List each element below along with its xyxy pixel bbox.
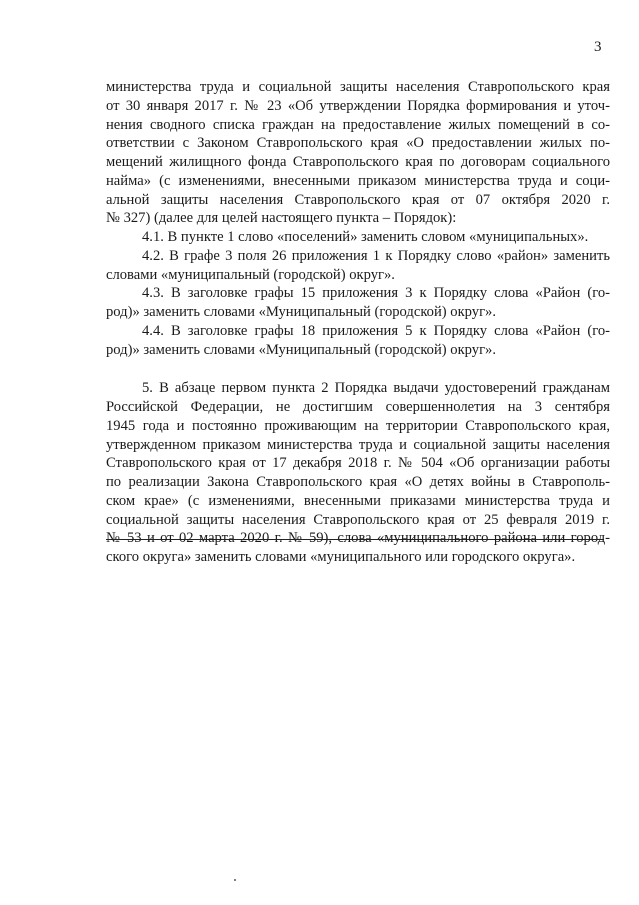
text-line: ском крае» (с изменениями, внесенными приказами министерства труда и <box>106 492 610 509</box>
text-line: утвержденном приказом министерства труда и социальной защиты населения <box>106 436 610 453</box>
text-line: Ставропольского края от 17 декабря 2018 г. № 504 «Об организации работы <box>106 455 610 472</box>
text-line: нения сводного списка граждан на предоставление жилых помещений в со- <box>106 116 610 133</box>
text-line: найма» (с изменениями, внесенными приказом министерства труда и соци- <box>106 172 610 189</box>
text-line: род)» заменить словами «Муниципальный (городской) округ». <box>106 304 496 320</box>
text-line: мещений жилищного фонда Ставропольского края по договорам социального <box>106 154 610 170</box>
section-4-intro-paragraph <box>106 78 610 228</box>
text-line: социальной защиты населения Ставропольского края от 25 февраля 2019 г. <box>106 511 610 528</box>
item-4-1-paragraph <box>106 228 610 247</box>
page-number: 3 <box>594 39 602 55</box>
text-line: ответствии с Законом Ставропольского края «О предоставлении жилых по- <box>106 135 610 152</box>
end-divider-line <box>106 539 604 540</box>
item-4-2-paragraph <box>106 247 610 285</box>
item-4-3-paragraph <box>106 284 610 322</box>
item-4-4-paragraph <box>106 322 610 360</box>
text-line: ского округа» заменить словами «муниципального или городского округа». <box>106 549 576 565</box>
text-line: Российской Федерации, не достигшим совершеннолетия на 3 сентября <box>106 399 610 415</box>
scan-dot-mark <box>234 879 236 881</box>
text-line: 4.2. В графе 3 поля 26 приложения 1 к Порядку слово «район» заменить <box>142 247 610 264</box>
text-line: альной защиты населения Ставропольского края от 07 октября 2020 г. <box>106 191 610 208</box>
text-line: 4.3. В заголовке графы 15 приложения 3 к Порядку слова «Район (го- <box>142 285 610 302</box>
text-line: от 30 января 2017 г. № 23 «Об утверждении Порядка формирования и уточ- <box>106 97 610 114</box>
text-line: № 53 и от 02 марта 2020 г. № 59), слова «муниципального района или город- <box>106 530 610 547</box>
text-line: 4.1. В пункте 1 слово «поселений» заменить словом «муниципальных». <box>142 229 589 245</box>
text-line: 5. В абзаце первом пункта 2 Порядка выдачи удостоверений гражданам <box>142 380 610 397</box>
text-line: род)» заменить словами «Муниципальный (городской) округ». <box>106 341 496 358</box>
text-line: по реализации Закона Ставропольского края «О детях войны в Ставрополь- <box>106 474 610 490</box>
text-line: 1945 года и постоянно проживающим на территории Ставропольского края, <box>106 417 610 434</box>
text-line: министерства труда и социальной защиты населения Ставропольского края <box>106 79 610 95</box>
text-line: 4.4. В заголовке графы 18 приложения 5 к Порядку слова «Район (го- <box>142 322 610 339</box>
text-line: словами «муниципальный (городской) округ». <box>106 266 395 283</box>
paragraph-gap <box>106 359 610 379</box>
document-body <box>106 78 610 567</box>
text-line: № 327) (далее для целей настоящего пункта – Порядок): <box>106 210 457 227</box>
